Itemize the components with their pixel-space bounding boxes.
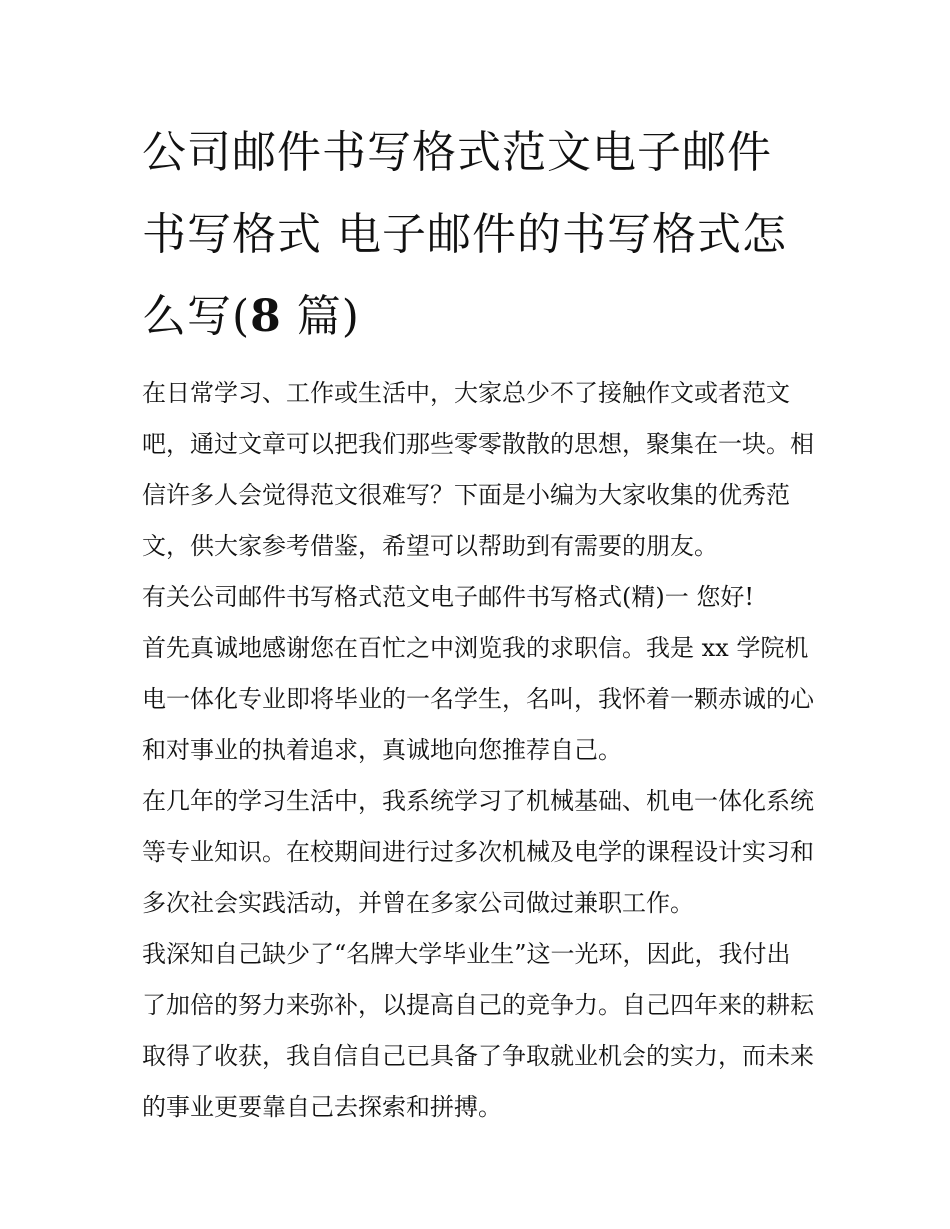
title-text-part1: 公司邮件书写格式范文电子邮件书写格式 电子邮件的书写格式怎么写( — [142, 127, 787, 342]
title-text-part3: 篇) — [281, 291, 360, 342]
document-content — [142, 112, 814, 1133]
paragraph-greeting: 有关公司邮件书写格式范文电子邮件书写格式(精)一 您好! — [142, 583, 754, 611]
paragraph-effort-statement: 我深知自己缺少了“名牌大学毕业生”这一光环，因此，我付出了加倍的努力来弥补，以提高自己的竞争力。自己四年来的耕耘取得了收获，我自信自己已具备了争取就业机会的实力，而未来的事业更要靠自己去探索和拼搏。 — [142, 940, 814, 1121]
paragraph-intro: 在日常学习、工作或生活中，大家总少不了接触作文或者范文吧，通过文章可以把我们那些零零散散的思想，聚集在一块。相信许多人会觉得范文很难写？下面是小编为大家收集的优秀范文，供大家参考借鉴，希望可以帮助到有需要的朋友。 — [142, 379, 814, 560]
document-title — [142, 112, 814, 358]
paragraph-introduction-self: 首先真诚地感谢您在百忙之中浏览我的求职信。我是 xx 学院机电一体化专业即将毕业的一名学生，名叫，我怀着一颗赤诚的心和对事业的执着追求，真诚地向您推荐自己。 — [142, 634, 814, 764]
document-body — [142, 368, 814, 1133]
paragraph-study-experience: 在几年的学习生活中，我系统学习了机械基础、机电一体化系统等专业知识。在校期间进行过多次机械及电学的课程设计实习和多次社会实践活动，并曾在多家公司做过兼职工作。 — [142, 787, 814, 917]
title-text-number: 8 — [250, 291, 282, 342]
